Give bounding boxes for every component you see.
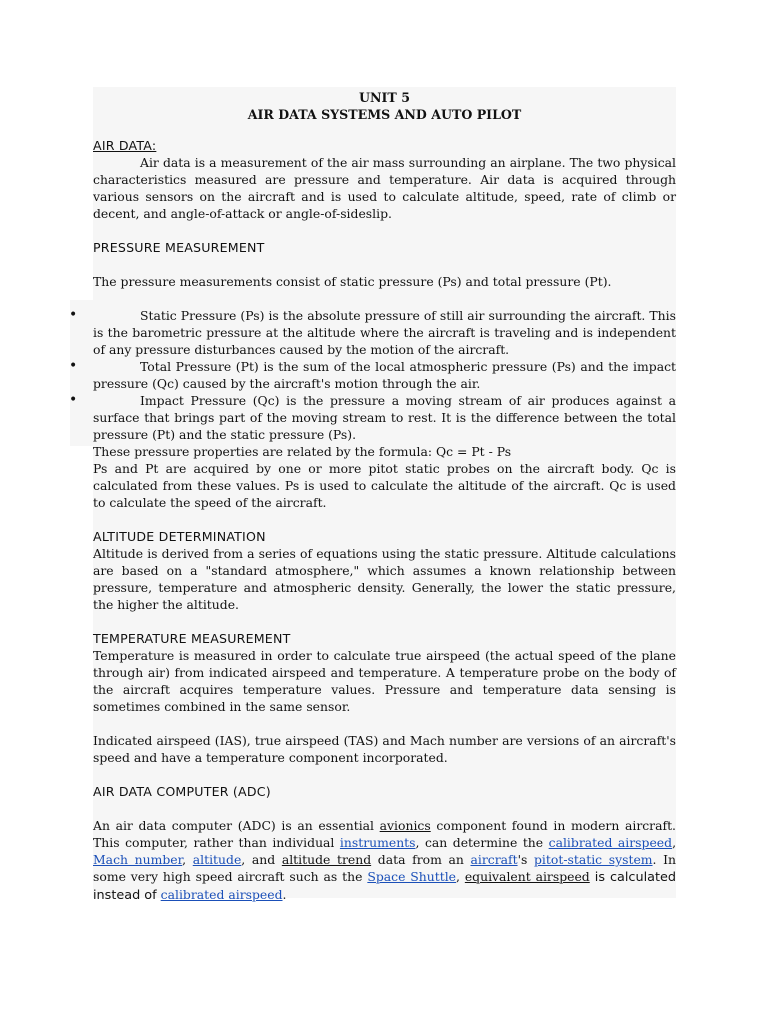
adc-paragraph <box>93 817 676 904</box>
link-pitot-static-system[interactable]: pitot-static system <box>534 852 653 867</box>
adc-text: , and <box>241 852 282 867</box>
pitot-paragraph: Ps and Pt are acquired by one or more pitot static probes on the aircraft body. Qc is calculated from these values. Ps is used to calculate the altitude of the aircraft. Qc is used to calculate the speed of the aircraft. <box>93 461 676 510</box>
static-pressure-text: Static Pressure (Ps) is the absolute pressure of still air surrounding the aircraft. This is the barometric pressure at the altitude where the aircraft is traveling and is independent of any pressure disturbances caused by the motion of the aircraft. <box>93 308 676 357</box>
adc-heading: AIR DATA COMPUTER (ADC) <box>93 784 271 799</box>
altitude-paragraph: Altitude is derived from a series of equations using the static pressure. Altitude calculations are based on a "standard atmosphere," which assumes a known relationship between pressure, temperature and atmospheric density. Generally, the lower the static pressure, the higher the altitude. <box>93 546 676 612</box>
link-calibrated-airspeed-2[interactable]: calibrated airspeed <box>160 887 283 902</box>
adc-text: , <box>672 835 677 850</box>
pressure-heading: PRESSURE MEASUREMENT <box>93 240 265 255</box>
adc-text: . <box>282 887 287 902</box>
air-data-heading: AIR DATA: <box>93 138 157 153</box>
adc-text: , <box>182 852 193 867</box>
altitude-heading: ALTITUDE DETERMINATION <box>93 529 266 544</box>
link-altitude[interactable]: altitude <box>192 852 242 867</box>
adc-text: , <box>456 869 465 884</box>
bullet-icon: • <box>69 358 78 374</box>
airspeed-paragraph: Indicated airspeed (IAS), true airspeed (TAS) and Mach number are versions of an aircraft's speed and have a temperature component incorporated. <box>93 733 676 765</box>
list-item <box>69 358 676 392</box>
bullet-icon: • <box>69 392 78 408</box>
link-avionics[interactable]: avionics <box>379 818 431 833</box>
adc-text: component found in modern aircraft. This computer, rather than individual <box>93 818 676 850</box>
link-instruments[interactable]: instruments <box>339 835 416 850</box>
document-body <box>69 87 677 904</box>
link-altitude-trend[interactable]: altitude trend <box>281 852 372 867</box>
link-space-shuttle[interactable]: Space Shuttle <box>367 869 457 884</box>
pressure-bullet-list <box>69 307 676 443</box>
impact-pressure-text: Impact Pressure (Qc) is the pressure a moving stream of air produces against a surface that brings part of the moving stream to rest. It is the difference between the total pressure (Pt) and the static pressure (Ps). <box>93 393 676 442</box>
total-pressure-text: Total Pressure (Pt) is the sum of the local atmospheric pressure (Ps) and the impact pressure (Qc) caused by the aircraft's motion through the air. <box>93 359 676 391</box>
link-equivalent-airspeed[interactable]: equivalent airspeed <box>464 869 590 884</box>
link-calibrated-airspeed[interactable]: calibrated airspeed <box>548 835 673 850</box>
list-item <box>69 392 676 443</box>
pressure-intro: The pressure measurements consist of static pressure (Ps) and total pressure (Pt). <box>93 274 612 289</box>
list-item <box>69 307 676 358</box>
adc-text: 's <box>517 852 534 867</box>
adc-text: is calculated instead of <box>93 870 676 903</box>
adc-text: . In some very high speed aircraft such as the <box>93 852 676 884</box>
unit-number: UNIT 5 <box>359 90 410 105</box>
temperature-heading: TEMPERATURE MEASUREMENT <box>93 631 291 646</box>
formula-line: These pressure properties are related by the formula: Qc = Pt - Ps <box>93 444 512 459</box>
air-data-paragraph: Air data is a measurement of the air mass surrounding an airplane. The two physical characteristics measured are pressure and temperature. Air data is acquired through various sensors on the aircraft and is used to calculate altitude, speed, rate of climb or decent, and angle-of-attack or angle-of-sideslip. <box>93 155 676 221</box>
adc-text: data from an <box>371 852 471 867</box>
bullet-icon: • <box>69 307 78 323</box>
temperature-paragraph: Temperature is measured in order to calculate true airspeed (the actual speed of the plane through air) from indicated airspeed and temperature. A temperature probe on the body of the aircraft acquires temperature values. Pressure and temperature data sensing is sometimes combined in the same sensor. <box>93 648 676 714</box>
document-title: AIR DATA SYSTEMS AND AUTO PILOT <box>247 107 522 122</box>
link-aircraft[interactable]: aircraft <box>470 852 518 867</box>
link-mach-number[interactable]: Mach number <box>93 852 183 867</box>
adc-text: , can determine the <box>415 835 549 850</box>
adc-text: An air data computer (ADC) is an essential <box>93 818 380 833</box>
